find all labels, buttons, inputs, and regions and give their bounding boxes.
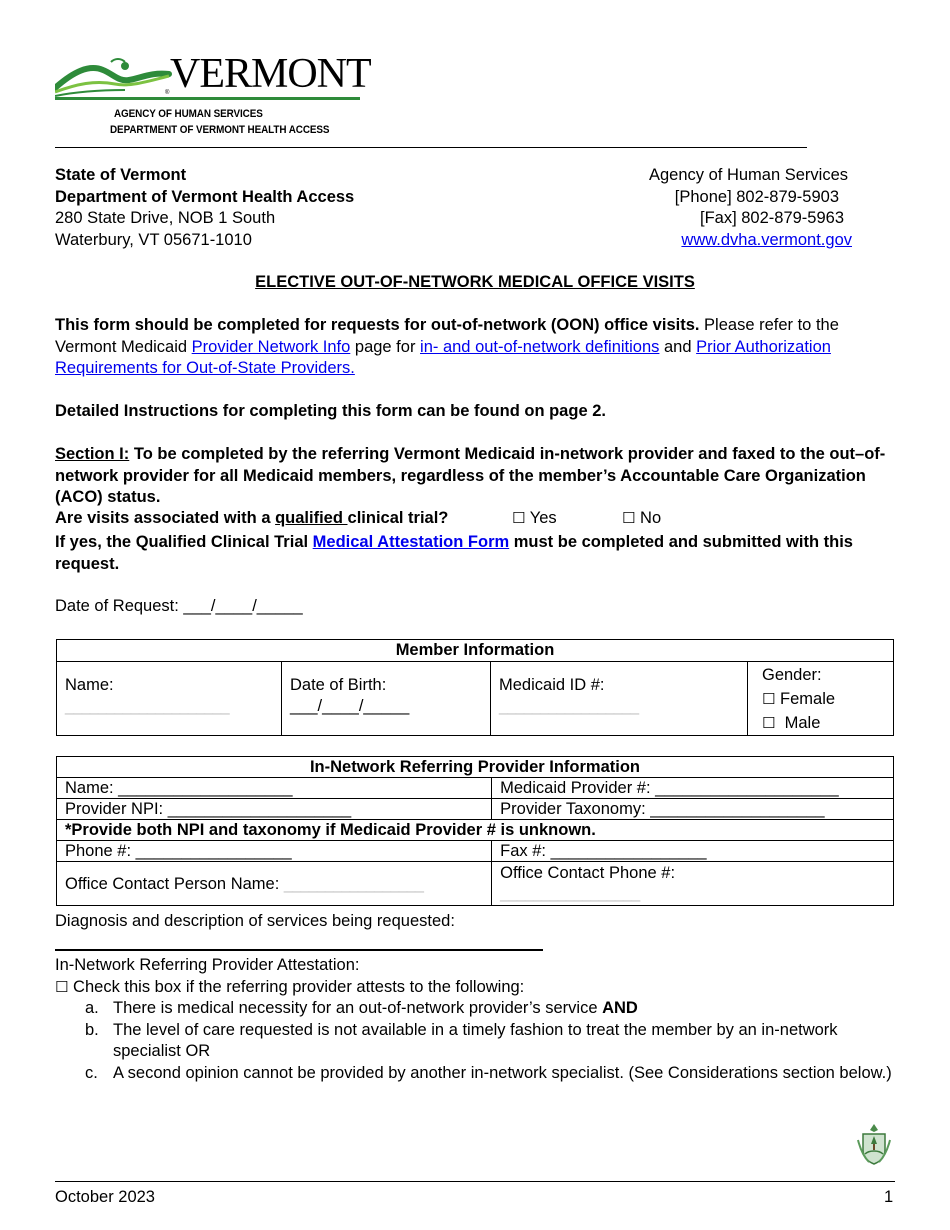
list-item [55, 998, 895, 1020]
instructions-note: Detailed Instructions for completing this form can be found on page 2. [55, 402, 606, 420]
city-address: Waterbury, VT 05671-1010 [55, 230, 252, 249]
intro-text: and [659, 337, 697, 356]
prior-authorization-link[interactable]: Prior Authorization Requirements for Out-of-State Providers. [55, 337, 831, 377]
intro-text: page for [350, 337, 421, 356]
checkbox-icon[interactable]: ☐ [622, 509, 636, 527]
trial-no-label: No [640, 509, 662, 527]
trial-yes-label: Yes [529, 509, 557, 527]
logo-wordmark: VERMONT [170, 51, 371, 97]
intro-bold: This form should be completed for requests for out-of-network (OON) office visits. [55, 316, 700, 334]
fax-number: [Fax] 802-879-5963 [699, 209, 844, 227]
checkbox-icon[interactable]: ☐ [55, 977, 69, 996]
contact-name-field[interactable]: _________________ [283, 874, 423, 893]
mountain-logo-icon [55, 50, 185, 110]
state-name: State of Vermont [55, 166, 187, 184]
attestation-requirement [55, 532, 895, 575]
contact-phone-cell[interactable] [492, 862, 894, 906]
footer-date: October 2023 [55, 1188, 155, 1206]
medical-attestation-link[interactable]: Medical Attestation Form [312, 533, 510, 551]
diagnosis-label: Diagnosis and description of services being requested: [55, 912, 455, 930]
attestation-list [55, 998, 895, 1084]
attestation-heading: In-Network Referring Provider Attestation: [55, 956, 360, 974]
trial-question-text: Are visits associated with a [55, 509, 276, 527]
attestation-check-text: Check this box if the referring provider attests to the following: [73, 977, 525, 996]
logo-agency-line: AGENCY OF HUMAN SERVICES [114, 108, 263, 120]
phone-number: [Phone] 802-879-5903 [674, 187, 839, 206]
header-right-block [560, 165, 852, 251]
list-item-text: The level of care requested is not available in a timely fashion to treat the member by an in-network specialist OR [113, 1020, 838, 1060]
provider-npi-field[interactable]: Provider NPI: ____________________ [57, 799, 492, 820]
clinical-trial-question [55, 509, 448, 528]
page-number: 1 [884, 1188, 894, 1206]
provider-name-field[interactable]: Name: ___________________ [57, 778, 492, 799]
header-divider [55, 147, 807, 148]
contact-name-label: Office Contact Person Name: [65, 874, 284, 893]
list-item-text: A second opinion cannot be provided by another in-network specialist. (See Considerations section below.) [113, 1063, 892, 1082]
trial-yes-option[interactable] [512, 509, 557, 528]
provider-fax-field[interactable]: Fax #: _________________ [492, 841, 894, 862]
intro-text: Please refer to the Vermont Medicaid [55, 316, 839, 356]
provider-phone-field[interactable]: Phone #: _________________ [57, 841, 492, 862]
logo-department-line: DEPARTMENT OF VERMONT HEALTH ACCESS [110, 124, 330, 136]
contact-phone-label: Office Contact Phone #: [500, 864, 676, 882]
diagnosis-entry-line[interactable] [55, 949, 543, 951]
trial-question-qualified: qualified [275, 509, 348, 527]
attest-text: must be completed and submitted with this request. [55, 533, 853, 573]
date-of-request[interactable]: Date of Request: ___/____/_____ [55, 597, 303, 615]
list-item [55, 1063, 895, 1085]
list-marker: b. [85, 1020, 99, 1039]
website-link[interactable]: www.dvha.vermont.gov [681, 230, 852, 249]
intro-paragraph [55, 315, 895, 380]
list-item-text: There is medical necessity for an out-of-network provider’s service [113, 999, 603, 1017]
member-name-cell[interactable] [57, 662, 282, 736]
provider-info-heading: In-Network Referring Provider Information [57, 757, 894, 778]
gender-male-option[interactable] [762, 711, 885, 735]
member-gender-cell [748, 662, 894, 736]
provider-network-link[interactable]: Provider Network Info [191, 337, 351, 356]
header-left-block [55, 165, 354, 251]
npi-taxonomy-note: *Provide both NPI and taxonomy if Medicaid Provider # is unknown. [57, 820, 894, 841]
list-item-bold: AND [602, 999, 638, 1017]
list-marker: a. [85, 999, 99, 1017]
registered-mark: ® [165, 90, 170, 96]
member-dob-cell[interactable] [282, 662, 491, 736]
member-dob-label: Date of Birth: [290, 676, 387, 694]
list-item [55, 1020, 895, 1063]
attestation-check-row[interactable] [55, 977, 895, 999]
vermont-seal-icon [855, 1122, 893, 1166]
contact-phone-field[interactable]: _________________ [500, 884, 640, 902]
checkbox-icon[interactable]: ☐ [762, 714, 776, 732]
attestation-section [55, 955, 895, 1084]
section-1-label: Section I: [55, 445, 130, 463]
department-name: Department of Vermont Health Access [55, 187, 355, 206]
gender-label: Gender: [762, 666, 822, 684]
section-1-paragraph [55, 444, 895, 509]
provider-taxonomy-field[interactable]: Provider Taxonomy: ___________________ [492, 799, 894, 820]
network-definitions-link[interactable]: in- and out-of-network definitions [420, 337, 660, 356]
form-title: ELECTIVE OUT-OF-NETWORK MEDICAL OFFICE VISITS [255, 273, 695, 291]
member-info-heading: Member Information [57, 640, 894, 662]
trial-no-option[interactable] [622, 509, 661, 528]
contact-name-cell[interactable] [57, 862, 492, 906]
member-name-label: Name: [65, 676, 114, 694]
member-medicaid-cell[interactable] [491, 662, 748, 736]
section-1-text: To be completed by the referring Vermont Medicaid in-network provider and faxed to the out–of-network provider for all Medicaid members, regardless of the member’s Accountable Care Organization (ACO) status. [55, 445, 886, 506]
medicaid-id-field[interactable]: _________________ [499, 697, 639, 715]
member-name-field[interactable]: ____________________ [65, 697, 229, 715]
provider-info-table [56, 756, 894, 906]
logo-underline [55, 97, 360, 100]
checkbox-icon[interactable]: ☐ [762, 690, 776, 708]
attest-text: If yes, the Qualified Clinical Trial [55, 533, 313, 551]
trial-question-text: clinical trial? [347, 509, 449, 527]
medicaid-id-label: Medicaid ID #: [499, 676, 605, 694]
member-dob-field[interactable]: ___/____/_____ [290, 697, 410, 715]
list-marker: c. [85, 1063, 98, 1082]
agency-name: Agency of Human Services [648, 166, 848, 184]
female-label: Female [780, 690, 836, 708]
street-address: 280 State Drive, NOB 1 South [55, 209, 276, 227]
member-info-table [56, 639, 894, 736]
checkbox-icon[interactable]: ☐ [512, 509, 526, 527]
medicaid-provider-field[interactable]: Medicaid Provider #: ____________________ [492, 778, 894, 799]
male-label: Male [784, 714, 821, 732]
gender-female-option[interactable] [762, 687, 885, 711]
footer-divider [55, 1181, 895, 1182]
